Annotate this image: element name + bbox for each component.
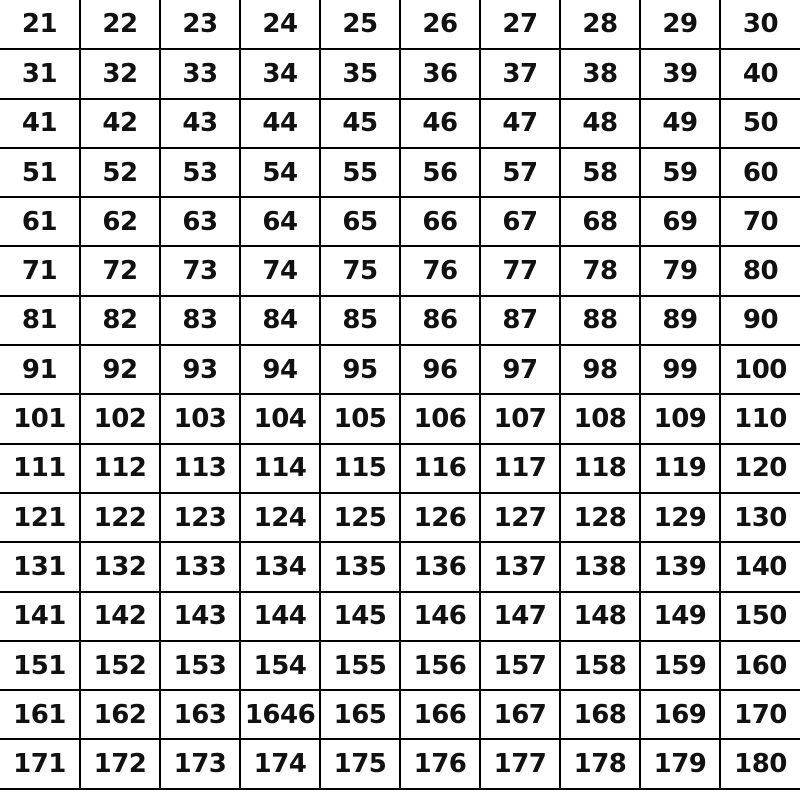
number-cell: 108: [560, 394, 640, 443]
number-cell: 148: [560, 592, 640, 641]
number-cell: 127: [480, 493, 560, 542]
number-cell: 114: [240, 444, 320, 493]
number-cell: 57: [480, 148, 560, 197]
number-cell: 155: [320, 641, 400, 690]
number-cell: 25: [320, 0, 400, 49]
number-cell: 1646: [240, 690, 320, 739]
number-cell: 159: [640, 641, 720, 690]
number-cell: 51: [0, 148, 80, 197]
number-grid-row: [0, 690, 800, 739]
number-cell: 147: [480, 592, 560, 641]
number-grid-row: [0, 0, 800, 49]
number-cell: 34: [240, 49, 320, 98]
number-grid-row: [0, 246, 800, 295]
number-cell: 27: [480, 0, 560, 49]
number-grid-row: [0, 345, 800, 394]
number-cell: 55: [320, 148, 400, 197]
number-cell: 80: [720, 246, 800, 295]
number-cell: 26: [400, 0, 480, 49]
number-cell: 93: [160, 345, 240, 394]
number-grid-row: [0, 493, 800, 542]
number-cell: 70: [720, 197, 800, 246]
number-cell: 90: [720, 296, 800, 345]
number-cell: 172: [80, 739, 160, 788]
number-cell: 110: [720, 394, 800, 443]
number-cell: 167: [480, 690, 560, 739]
number-cell: 22: [80, 0, 160, 49]
number-cell: 91: [0, 345, 80, 394]
number-cell: 151: [0, 641, 80, 690]
number-cell: 74: [240, 246, 320, 295]
number-cell: 178: [560, 739, 640, 788]
number-cell: 170: [720, 690, 800, 739]
number-grid-row: [0, 296, 800, 345]
number-grid-row: [0, 444, 800, 493]
number-cell: 89: [640, 296, 720, 345]
number-cell: 107: [480, 394, 560, 443]
number-cell: 143: [160, 592, 240, 641]
number-cell: 130: [720, 493, 800, 542]
number-cell: 40: [720, 49, 800, 98]
number-cell: 145: [320, 592, 400, 641]
number-cell: 23: [160, 0, 240, 49]
number-cell: 72: [80, 246, 160, 295]
number-cell: 76: [400, 246, 480, 295]
number-cell: 101: [0, 394, 80, 443]
number-grid-row: [0, 99, 800, 148]
number-cell: 140: [720, 542, 800, 591]
number-cell: 124: [240, 493, 320, 542]
number-cell: 141: [0, 592, 80, 641]
number-cell: 126: [400, 493, 480, 542]
number-cell: 136: [400, 542, 480, 591]
number-cell: 58: [560, 148, 640, 197]
number-cell: 50: [720, 99, 800, 148]
number-grid-row: [0, 394, 800, 443]
number-cell: 71: [0, 246, 80, 295]
number-cell: 106: [400, 394, 480, 443]
number-cell: 153: [160, 641, 240, 690]
number-cell: 157: [480, 641, 560, 690]
number-cell: 149: [640, 592, 720, 641]
number-cell: 78: [560, 246, 640, 295]
number-cell: 121: [0, 493, 80, 542]
number-cell: 144: [240, 592, 320, 641]
number-cell: 156: [400, 641, 480, 690]
number-cell: 29: [640, 0, 720, 49]
number-cell: 129: [640, 493, 720, 542]
number-cell: 120: [720, 444, 800, 493]
number-cell: 95: [320, 345, 400, 394]
number-cell: 176: [400, 739, 480, 788]
number-grid-row: [0, 592, 800, 641]
number-cell: 54: [240, 148, 320, 197]
number-cell: 125: [320, 493, 400, 542]
number-cell: 69: [640, 197, 720, 246]
number-cell: 158: [560, 641, 640, 690]
number-cell: 113: [160, 444, 240, 493]
number-cell: 83: [160, 296, 240, 345]
number-cell: 32: [80, 49, 160, 98]
number-cell: 105: [320, 394, 400, 443]
number-cell: 103: [160, 394, 240, 443]
number-cell: 96: [400, 345, 480, 394]
number-cell: 94: [240, 345, 320, 394]
number-cell: 35: [320, 49, 400, 98]
number-cell: 169: [640, 690, 720, 739]
number-cell: 132: [80, 542, 160, 591]
number-grid-row: [0, 542, 800, 591]
number-grid-row: [0, 148, 800, 197]
number-cell: 100: [720, 345, 800, 394]
number-cell: 64: [240, 197, 320, 246]
number-cell: 111: [0, 444, 80, 493]
number-cell: 168: [560, 690, 640, 739]
number-cell: 68: [560, 197, 640, 246]
number-cell: 160: [720, 641, 800, 690]
number-cell: 112: [80, 444, 160, 493]
number-cell: 67: [480, 197, 560, 246]
number-cell: 150: [720, 592, 800, 641]
number-cell: 152: [80, 641, 160, 690]
number-cell: 38: [560, 49, 640, 98]
number-cell: 82: [80, 296, 160, 345]
number-cell: 109: [640, 394, 720, 443]
number-cell: 21: [0, 0, 80, 49]
number-cell: 122: [80, 493, 160, 542]
number-cell: 31: [0, 49, 80, 98]
number-cell: 65: [320, 197, 400, 246]
number-cell: 139: [640, 542, 720, 591]
number-cell: 60: [720, 148, 800, 197]
number-cell: 30: [720, 0, 800, 49]
number-cell: 123: [160, 493, 240, 542]
number-cell: 174: [240, 739, 320, 788]
number-cell: 84: [240, 296, 320, 345]
number-grid-row: [0, 49, 800, 98]
number-cell: 116: [400, 444, 480, 493]
number-cell: 180: [720, 739, 800, 788]
number-cell: 75: [320, 246, 400, 295]
number-cell: 53: [160, 148, 240, 197]
number-cell: 115: [320, 444, 400, 493]
number-cell: 162: [80, 690, 160, 739]
number-grid-row: [0, 197, 800, 246]
number-cell: 33: [160, 49, 240, 98]
number-cell: 63: [160, 197, 240, 246]
number-cell: 28: [560, 0, 640, 49]
number-cell: 49: [640, 99, 720, 148]
number-cell: 138: [560, 542, 640, 591]
number-cell: 154: [240, 641, 320, 690]
number-cell: 161: [0, 690, 80, 739]
number-cell: 77: [480, 246, 560, 295]
number-cell: 73: [160, 246, 240, 295]
number-cell: 81: [0, 296, 80, 345]
number-cell: 177: [480, 739, 560, 788]
number-cell: 36: [400, 49, 480, 98]
number-cell: 166: [400, 690, 480, 739]
number-cell: 98: [560, 345, 640, 394]
number-cell: 52: [80, 148, 160, 197]
number-cell: 133: [160, 542, 240, 591]
number-cell: 135: [320, 542, 400, 591]
number-cell: 142: [80, 592, 160, 641]
number-cell: 165: [320, 690, 400, 739]
number-cell: 79: [640, 246, 720, 295]
number-cell: 24: [240, 0, 320, 49]
number-cell: 179: [640, 739, 720, 788]
number-cell: 44: [240, 99, 320, 148]
number-cell: 47: [480, 99, 560, 148]
number-cell: 45: [320, 99, 400, 148]
number-cell: 59: [640, 148, 720, 197]
number-cell: 128: [560, 493, 640, 542]
number-grid-row: [0, 641, 800, 690]
number-cell: 131: [0, 542, 80, 591]
number-cell: 175: [320, 739, 400, 788]
number-cell: 117: [480, 444, 560, 493]
number-cell: 56: [400, 148, 480, 197]
number-cell: 42: [80, 99, 160, 148]
number-cell: 46: [400, 99, 480, 148]
number-cell: 62: [80, 197, 160, 246]
number-cell: 171: [0, 739, 80, 788]
number-cell: 48: [560, 99, 640, 148]
number-cell: 61: [0, 197, 80, 246]
number-cell: 39: [640, 49, 720, 98]
number-cell: 99: [640, 345, 720, 394]
number-cell: 134: [240, 542, 320, 591]
number-cell: 118: [560, 444, 640, 493]
number-cell: 86: [400, 296, 480, 345]
number-cell: 66: [400, 197, 480, 246]
number-cell: 85: [320, 296, 400, 345]
number-cell: 137: [480, 542, 560, 591]
number-cell: 146: [400, 592, 480, 641]
number-cell: 87: [480, 296, 560, 345]
number-cell: 97: [480, 345, 560, 394]
number-cell: 163: [160, 690, 240, 739]
number-cell: 173: [160, 739, 240, 788]
number-cell: 92: [80, 345, 160, 394]
number-cell: 88: [560, 296, 640, 345]
number-cell: 37: [480, 49, 560, 98]
number-cell: 104: [240, 394, 320, 443]
number-cell: 41: [0, 99, 80, 148]
number-cell: 43: [160, 99, 240, 148]
number-cell: 102: [80, 394, 160, 443]
number-cell: 119: [640, 444, 720, 493]
number-grid-row: [0, 739, 800, 788]
